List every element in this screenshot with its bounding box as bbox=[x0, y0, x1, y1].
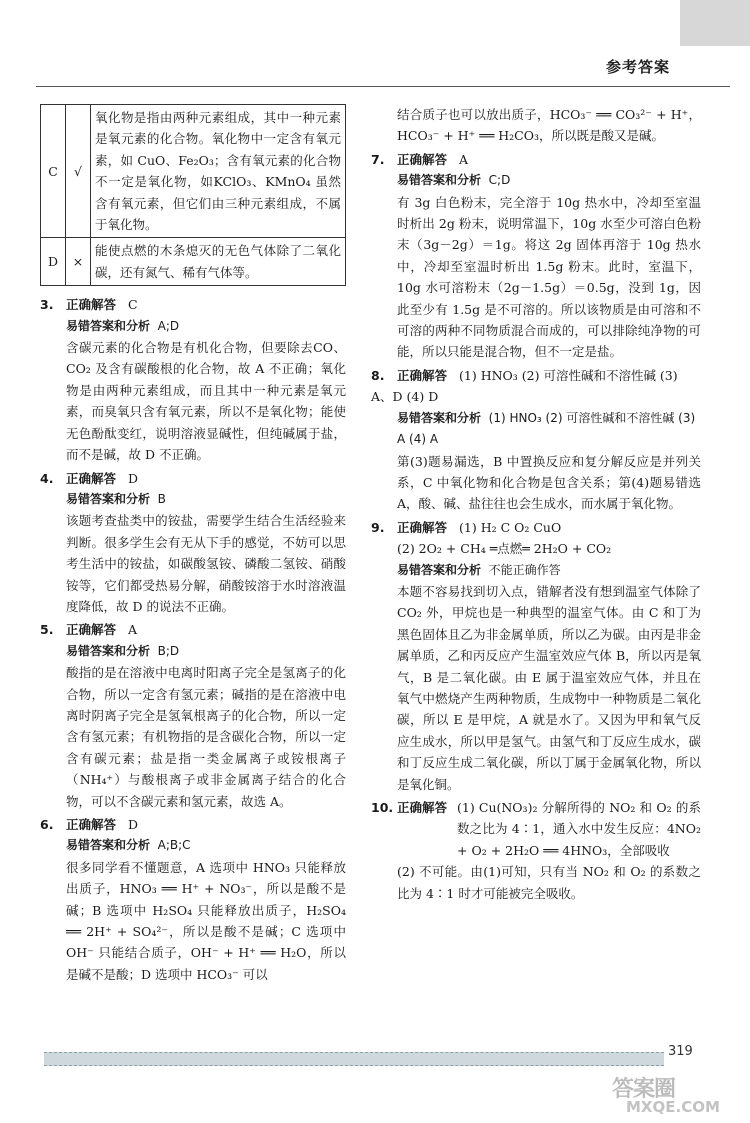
options-table bbox=[40, 104, 346, 286]
question-4 bbox=[40, 468, 346, 618]
corner-tab bbox=[680, 0, 750, 46]
right-column bbox=[371, 104, 701, 904]
question-5 bbox=[40, 619, 346, 812]
question-number: 5. bbox=[40, 622, 54, 638]
question-7 bbox=[371, 149, 701, 363]
table-row bbox=[41, 105, 346, 238]
question-6 bbox=[40, 814, 346, 985]
question-number: 6. bbox=[40, 817, 54, 832]
answer-value: (1) H₂ C O₂ CuO bbox=[459, 519, 562, 535]
analysis-value: A;D bbox=[157, 318, 180, 333]
analysis-text: 酸指的是在溶液中电离时阳离子完全是氢离子的化合物，所以一定含有氢元素；碱指的是在溶液中电离时阴离子完全是氢氧根离子的化合物，所以一定含有氢元素；有机物指的是含碳化合物，所以一定含有碳元素；盐是指一类金属离子或铵根离子（NH₄⁺）与酸根离子或非金属离子结合的化合物，可以不含碳元素和氢元素，故选 A。 bbox=[66, 665, 346, 809]
answer-label: 正确解答 bbox=[397, 519, 448, 535]
analysis-label: 易错答案和分析 bbox=[66, 318, 151, 333]
answer-value: C bbox=[128, 297, 138, 313]
analysis-text: 有 3g 白色粉末，完全溶于 10g 热水中，冷却至室温时析出 2g 粉末，说明常温下，10g 水至少可溶白色粉末（3g－2g）＝1g。将这 2g 固体再溶于 10g 热水中，冷却至室温时析出 1.5g 粉末。此时，室温下，10g 水可溶粉末（2g－1.5g）＝0.5g，没到 1g，因此至少有 1.5g 是不可溶的。所以该物质是由可溶和不可溶的两种不同物质混合而成的，可以排除纯净物的可能，所以只能是混合物，但不一定是盐。 bbox=[397, 194, 701, 360]
answer-label: 正确解答 bbox=[397, 367, 448, 383]
option-cell: C bbox=[41, 105, 66, 238]
mark-cell: √ bbox=[66, 105, 91, 238]
answer-label: 正确解答 bbox=[397, 151, 448, 167]
question-10 bbox=[371, 797, 701, 904]
footer-band bbox=[44, 1052, 664, 1066]
analysis-text: 含碳元素的化合物是有机化合物，但要除去CO、CO₂ 及含有碳酸根的化合物，故 A 不正确；氧化物是由两种元素组成，而且其中一种元素是氧元素，而臭氧只含有氧元素，所以不是氧化物；能使无色酚酞变红，说明溶液显碱性，但纯碱属于盐，而不是碱，故 D 不正确。 bbox=[66, 340, 346, 463]
watermark-logo: 答案圈 bbox=[612, 1077, 676, 1102]
analysis-label: 易错答案和分析 bbox=[66, 838, 151, 853]
question-number: 9. bbox=[371, 519, 385, 535]
mark-cell: × bbox=[66, 238, 91, 286]
answer-value: (1) Cu(NO₃)₂ 分解所得的 NO₂ 和 O₂ 的系数之比为 4∶1，通入水中发生反应：4NO₂ + O₂ + 2H₂O ══ 4HNO₃，全部吸收 bbox=[457, 800, 701, 858]
answer-value: A bbox=[459, 151, 469, 167]
analysis-text: 该题考查盐类中的铵盐，需要学生结合生活经验来判断。很多学生会有无从下手的感觉，不妨可以思考生活中的铵盐，如碳酸氢铵、磷酸二氢铵、硝酸铵等，它们都受热易分解，硝酸铵溶于水时溶液温度降低，故 D 的说法不正确。 bbox=[66, 513, 346, 614]
answer-label: 正确解答 bbox=[66, 622, 117, 638]
left-column bbox=[40, 104, 346, 985]
answer-equation: (2) 2O₂ + CH₄ ═点燃═ 2H₂O + CO₂ bbox=[397, 541, 612, 557]
analysis-value: 不能正确作答 bbox=[488, 562, 561, 577]
question-3 bbox=[40, 294, 346, 465]
analysis-value: B;D bbox=[157, 643, 180, 658]
explanation-cell: 氧化物是指由两种元素组成，其中一种元素是氧元素的化合物。氧化物中一定含有氧元素，如 CuO、Fe₂O₃；含有氧元素的化合物不一定是氧化物，如KClO₃、KMnO₄ 虽然含有氧元素，但它们由三种元素组成，不属于氧化物。 bbox=[91, 105, 346, 238]
answer-value: (1) HNO₃ (2) 可溶性碱和不溶性碱 (3) A、D (4) D bbox=[371, 367, 678, 405]
analysis-label: 易错答案和分析 bbox=[397, 410, 482, 425]
analysis-text: 很多同学看不懂题意，A 选项中 HNO₃ 只能释放出质子，HNO₃ ══ H⁺ + NO₃⁻，所以是酸不是碱；B 选项中 H₂SO₄ 只能释放出质子，H₂SO₄ ══ 2H⁺ + SO₄²⁻，所以是酸不是碱；C 选项中 OH⁻ 只能结合质子，OH⁻ + H⁺ ══ H₂O，所以是碱不是酸；D 选项中 HCO₃⁻ 可以 bbox=[66, 859, 346, 982]
header-rule bbox=[36, 86, 730, 87]
analysis-label: 易错答案和分析 bbox=[66, 491, 151, 506]
analysis-value: A;B;C bbox=[157, 838, 191, 853]
answer-value: D bbox=[128, 470, 139, 486]
watermark-url: MXQE.COM bbox=[626, 1098, 720, 1116]
question-number: 8. bbox=[371, 367, 385, 383]
answer-label: 正确解答 bbox=[397, 800, 448, 815]
question-8 bbox=[371, 365, 701, 515]
analysis-label: 易错答案和分析 bbox=[397, 173, 482, 188]
analysis-value: (1) HNO₃ (2) 可溶性碱和不溶性碱 (3) A (4) A bbox=[397, 410, 696, 447]
section-title: 参考答案 bbox=[606, 58, 671, 76]
table-row bbox=[41, 238, 346, 286]
analysis-value: B bbox=[157, 491, 166, 506]
question-9 bbox=[371, 517, 701, 795]
question-number: 7. bbox=[371, 151, 385, 167]
explanation-cell: 能使点燃的木条熄灭的无色气体除了二氧化碳，还有氮气、稀有气体等。 bbox=[91, 238, 346, 286]
analysis-label: 易错答案和分析 bbox=[397, 562, 482, 577]
answer-value: A bbox=[128, 622, 138, 638]
analysis-text: 本题不容易找到切入点，错解者没有想到温室气体除了 CO₂ 外，甲烷也是一种典型的温室气体。由 C 和丁为黑色固体且乙为非金属单质，所以乙为碳。由丙是非金属单质，乙和丙反应产生温室效应气体 B，所以丙是氧气，B 是二氧化碳。由 E 属于温室效应气体，并且在氧气中燃烧产生两种物质，生成物中一种物质是二氧化碳，所以 E 是甲烷，A 就是水了。又因为甲和氧气反应生成水，所以甲是氢气。由氢气和丁反应生成水，碳和丁反应生成二氧化碳，所以丁属于金属氧化物，所以是氧化铜。 bbox=[397, 583, 701, 792]
question-number: 3. bbox=[40, 297, 54, 313]
analysis-text: (2) 不可能。由(1)可知，只有当 NO₂ 和 O₂ 的系数之比为 4∶1 时才可能被完全吸收。 bbox=[397, 864, 701, 901]
analysis-value: C;D bbox=[488, 173, 511, 188]
answer-label: 正确解答 bbox=[66, 297, 117, 313]
analysis-label: 易错答案和分析 bbox=[66, 643, 151, 658]
question-number: 10. bbox=[371, 800, 394, 815]
option-cell: D bbox=[41, 238, 66, 286]
answer-label: 正确解答 bbox=[66, 817, 117, 832]
page-number: 319 bbox=[668, 1044, 693, 1059]
question-number: 4. bbox=[40, 470, 54, 486]
analysis-text-continued: 结合质子也可以放出质子，HCO₃⁻ ══ CO₃²⁻ + H⁺，HCO₃⁻ + H⁺ ══ H₂CO₃，所以既是酸又是碱。 bbox=[397, 107, 701, 144]
answer-label: 正确解答 bbox=[66, 470, 117, 486]
analysis-text: 第(3)题易漏选，B 中置换反应和复分解反应是并列关系，C 中氧化物和化合物是包含关系；第(4)题易错选 A，酸、碱、盐往往也会生成水，而水属于氧化物。 bbox=[397, 453, 701, 512]
answer-value: D bbox=[128, 817, 139, 832]
